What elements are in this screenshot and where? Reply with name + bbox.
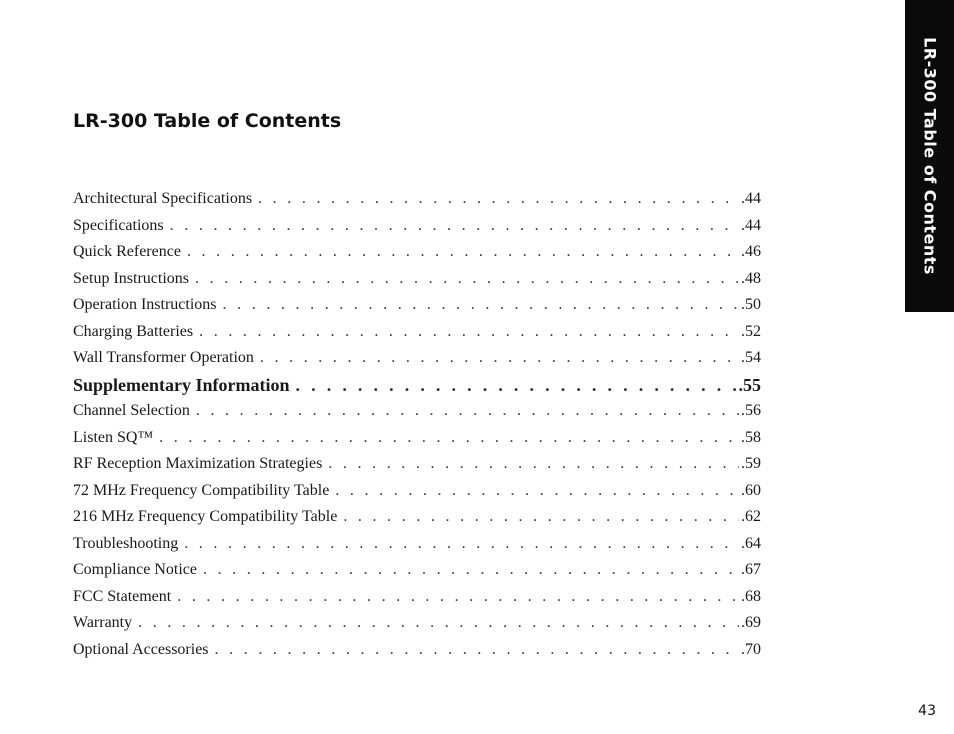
toc-entry-operation-instructions[interactable] (73, 292, 761, 319)
toc-entry-troubleshooting[interactable] (73, 531, 761, 558)
toc-entry-label: Specifications (73, 216, 164, 234)
toc-entry-page: .64 (741, 534, 761, 552)
toc-entry-compliance-notice[interactable] (73, 557, 761, 584)
toc-dot-leader (195, 266, 739, 293)
toc-entry-page: .67 (741, 561, 761, 578)
toc-entry-label: Charging Batteries (73, 322, 194, 340)
toc-entry-page: .62 (741, 508, 761, 525)
toc-entry-label: Wall Transformer Operation (73, 349, 254, 366)
toc-dot-leader (223, 292, 739, 319)
toc-entry-channel-selection[interactable] (73, 398, 761, 425)
toc-dot-leader (343, 504, 739, 531)
toc-entry-page: .69 (741, 614, 761, 631)
toc-entry-quick-reference[interactable] (73, 239, 761, 266)
toc-entry-72mhz-frequency-table[interactable] (73, 478, 761, 505)
toc-entry-label: Listen SQ™ (73, 428, 154, 446)
toc-entry-page: .59 (741, 455, 761, 472)
toc-entry-wall-transformer-operation[interactable] (73, 345, 761, 372)
toc-entry-optional-accessories[interactable] (73, 637, 761, 664)
toc-entry-page: .56 (741, 402, 761, 419)
toc-entry-label: Compliance Notice (73, 561, 197, 578)
toc-entry-page: .58 (741, 428, 761, 446)
toc-dot-leader (215, 637, 739, 664)
toc-dot-leader (177, 584, 739, 611)
toc-dot-leader (328, 451, 739, 478)
page-number: 43 (918, 703, 936, 719)
toc-entry-label: Operation Instructions (73, 296, 217, 313)
toc-entry-216mhz-frequency-table[interactable] (73, 504, 761, 531)
toc-entry-rf-reception-maximization-strategies[interactable] (73, 451, 761, 478)
toc-dot-leader (260, 345, 739, 372)
toc-dot-leader (170, 213, 739, 240)
table-of-contents (73, 186, 761, 663)
toc-entry-supplementary-information[interactable] (73, 372, 761, 399)
toc-dot-leader (159, 425, 739, 452)
toc-entry-page: .50 (741, 296, 761, 313)
toc-entry-page: .46 (741, 243, 761, 260)
toc-entry-label: Supplementary Information (73, 374, 290, 395)
toc-entry-label: Warranty (73, 614, 133, 631)
toc-entry-warranty[interactable] (73, 610, 761, 637)
toc-dot-leader (138, 610, 739, 637)
toc-dot-leader (203, 557, 739, 584)
section-side-tab (905, 0, 954, 312)
toc-entry-label: RF Reception Maximization Strategies (73, 455, 323, 472)
toc-entry-page: .55 (738, 374, 761, 395)
toc-dot-leader (199, 319, 739, 346)
toc-entry-label: Setup Instructions (73, 269, 189, 287)
toc-entry-label: 72 MHz Frequency Compatibility Table (73, 481, 330, 499)
toc-entry-page: .70 (741, 640, 761, 658)
toc-entry-page: .48 (741, 269, 761, 287)
toc-entry-label: Troubleshooting (73, 534, 179, 552)
toc-entry-label: Optional Accessories (73, 640, 209, 658)
toc-dot-leader (335, 478, 739, 505)
toc-entry-listen-sq[interactable] (73, 425, 761, 452)
toc-dot-leader (184, 531, 739, 558)
page-title: LR-300 Table of Contents (73, 110, 342, 132)
toc-dot-leader (196, 398, 739, 425)
toc-entry-charging-batteries[interactable] (73, 319, 761, 346)
toc-entry-label: 216 MHz Frequency Compatibility Table (73, 508, 338, 525)
toc-entry-page: .60 (741, 481, 761, 499)
toc-entry-setup-instructions[interactable] (73, 266, 761, 293)
toc-entry-label: FCC Statement (73, 587, 172, 605)
toc-entry-page: .54 (741, 349, 761, 366)
toc-entry-page: .68 (741, 587, 761, 605)
toc-entry-architectural-specifications[interactable] (73, 186, 761, 213)
toc-entry-label: Channel Selection (73, 402, 190, 419)
toc-entry-specifications[interactable] (73, 213, 761, 240)
toc-dot-leader (258, 186, 739, 213)
toc-entry-label: Quick Reference (73, 243, 181, 260)
toc-entry-page: .44 (741, 216, 761, 234)
toc-entry-fcc-statement[interactable] (73, 584, 761, 611)
toc-dot-leader (296, 372, 737, 399)
toc-dot-leader (187, 239, 739, 266)
side-tab-label: LR-300 Table of Contents (920, 37, 939, 275)
toc-entry-page: .44 (741, 190, 761, 207)
toc-entry-label: Architectural Specifications (73, 190, 253, 207)
toc-entry-page: .52 (741, 322, 761, 340)
